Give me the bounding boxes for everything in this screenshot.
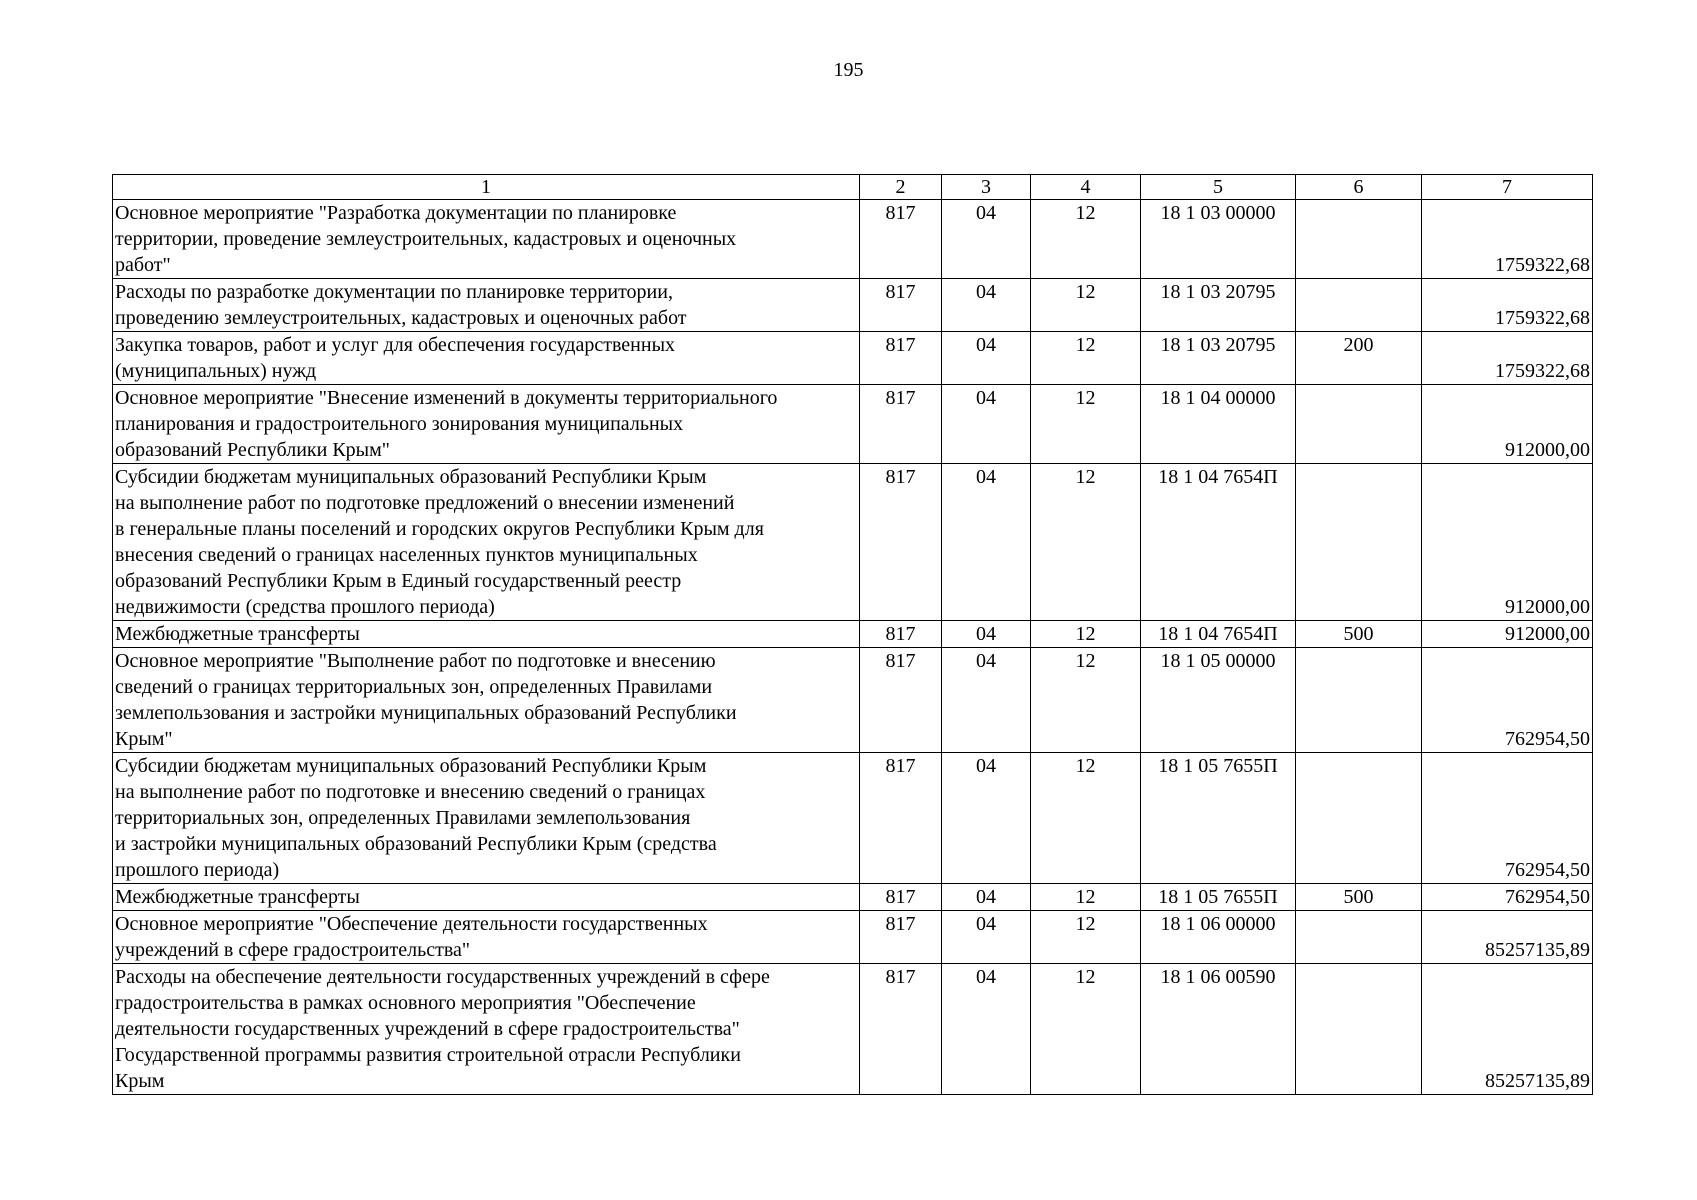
section-code-cell: 04 — [942, 279, 1031, 332]
ministry-code-cell: 817 — [860, 964, 942, 1095]
subsection-code-cell: 12 — [1031, 753, 1141, 884]
section-code-cell: 04 — [942, 332, 1031, 385]
section-code-cell: 04 — [942, 911, 1031, 964]
column-header: 5 — [1141, 175, 1296, 200]
table-row — [113, 385, 1593, 464]
section-code-cell: 04 — [942, 385, 1031, 464]
table-row — [113, 200, 1593, 279]
expense-type-cell: 500 — [1296, 621, 1422, 648]
target-item-cell: 18 1 03 00000 — [1141, 200, 1296, 279]
amount-cell: 1759322,68 — [1422, 200, 1593, 279]
ministry-code-cell: 817 — [860, 385, 942, 464]
row-name-cell: Межбюджетные трансферты — [113, 621, 860, 648]
target-item-cell: 18 1 06 00590 — [1141, 964, 1296, 1095]
expense-type-cell — [1296, 964, 1422, 1095]
section-code-cell: 04 — [942, 648, 1031, 753]
ministry-code-cell: 817 — [860, 884, 942, 911]
row-name-cell: Субсидии бюджетам муниципальных образований Республики Крым на выполнение работ по подготовке предложений о внесении изменений в генеральные планы поселений и городских округов Республики Крым для внесения сведений о границах населенных пунктов муниципальных образований Республики Крым в Единый государственный реестр недвижимости (средства прошлого периода) — [113, 464, 860, 621]
column-number-row — [113, 175, 1593, 200]
target-item-cell: 18 1 04 00000 — [1141, 385, 1296, 464]
row-name-cell: Расходы на обеспечение деятельности государственных учреждений в сфере градостроительства в рамках основного мероприятия "Обеспечение деятельности государственных учреждений в сфере градостроительства" Государственной программы развития строительной отрасли Республики Крым — [113, 964, 860, 1095]
column-header: 1 — [113, 175, 860, 200]
subsection-code-cell: 12 — [1031, 964, 1141, 1095]
subsection-code-cell: 12 — [1031, 200, 1141, 279]
amount-cell: 1759322,68 — [1422, 332, 1593, 385]
column-header: 4 — [1031, 175, 1141, 200]
subsection-code-cell: 12 — [1031, 621, 1141, 648]
column-header: 2 — [860, 175, 942, 200]
target-item-cell: 18 1 03 20795 — [1141, 279, 1296, 332]
table-row — [113, 621, 1593, 648]
subsection-code-cell: 12 — [1031, 332, 1141, 385]
amount-cell: 1759322,68 — [1422, 279, 1593, 332]
table-row — [113, 884, 1593, 911]
subsection-code-cell: 12 — [1031, 911, 1141, 964]
ministry-code-cell: 817 — [860, 464, 942, 621]
subsection-code-cell: 12 — [1031, 884, 1141, 911]
table-row — [113, 332, 1593, 385]
section-code-cell: 04 — [942, 884, 1031, 911]
section-code-cell: 04 — [942, 964, 1031, 1095]
table-row — [113, 279, 1593, 332]
row-name-cell: Межбюджетные трансферты — [113, 884, 860, 911]
amount-cell: 85257135,89 — [1422, 911, 1593, 964]
subsection-code-cell: 12 — [1031, 464, 1141, 621]
table-row — [113, 911, 1593, 964]
amount-cell: 762954,50 — [1422, 648, 1593, 753]
ministry-code-cell: 817 — [860, 621, 942, 648]
target-item-cell: 18 1 03 20795 — [1141, 332, 1296, 385]
expense-type-cell — [1296, 385, 1422, 464]
expense-type-cell — [1296, 200, 1422, 279]
table-row — [113, 648, 1593, 753]
row-name-cell: Субсидии бюджетам муниципальных образований Республики Крым на выполнение работ по подготовке и внесению сведений о границах территориальных зон, определенных Правилами землепользования и застройки муниципальных образований Республики Крым (средства прошлого периода) — [113, 753, 860, 884]
target-item-cell: 18 1 06 00000 — [1141, 911, 1296, 964]
ministry-code-cell: 817 — [860, 911, 942, 964]
expense-type-cell — [1296, 753, 1422, 884]
subsection-code-cell: 12 — [1031, 648, 1141, 753]
expense-type-cell — [1296, 279, 1422, 332]
table-row — [113, 753, 1593, 884]
ministry-code-cell: 817 — [860, 200, 942, 279]
section-code-cell: 04 — [942, 464, 1031, 621]
target-item-cell: 18 1 05 7655П — [1141, 753, 1296, 884]
amount-cell: 85257135,89 — [1422, 964, 1593, 1095]
ministry-code-cell: 817 — [860, 279, 942, 332]
target-item-cell: 18 1 05 7655П — [1141, 884, 1296, 911]
section-code-cell: 04 — [942, 753, 1031, 884]
amount-cell: 912000,00 — [1422, 621, 1593, 648]
column-header: 3 — [942, 175, 1031, 200]
target-item-cell: 18 1 04 7654П — [1141, 621, 1296, 648]
subsection-code-cell: 12 — [1031, 279, 1141, 332]
amount-cell: 912000,00 — [1422, 464, 1593, 621]
ministry-code-cell: 817 — [860, 648, 942, 753]
page-number: 195 — [833, 59, 864, 81]
target-item-cell: 18 1 05 00000 — [1141, 648, 1296, 753]
row-name-cell: Основное мероприятие "Разработка документации по планировке территории, проведение землеустроительных, кадастровых и оценочных работ" — [113, 200, 860, 279]
expense-type-cell — [1296, 464, 1422, 621]
amount-cell: 912000,00 — [1422, 385, 1593, 464]
expense-type-cell: 500 — [1296, 884, 1422, 911]
column-header: 7 — [1422, 175, 1593, 200]
expense-type-cell — [1296, 911, 1422, 964]
expense-type-cell: 200 — [1296, 332, 1422, 385]
row-name-cell: Основное мероприятие "Внесение изменений в документы территориального планирования и градостроительного зонирования муниципальных образований Республики Крым" — [113, 385, 860, 464]
row-name-cell: Основное мероприятие "Обеспечение деятельности государственных учреждений в сфере градостроительства" — [113, 911, 860, 964]
amount-cell: 762954,50 — [1422, 884, 1593, 911]
row-name-cell: Расходы по разработке документации по планировке территории, проведению землеустроительных, кадастровых и оценочных работ — [113, 279, 860, 332]
section-code-cell: 04 — [942, 200, 1031, 279]
table-row — [113, 464, 1593, 621]
row-name-cell: Основное мероприятие "Выполнение работ по подготовке и внесению сведений о границах территориальных зон, определенных Правилами землепользования и застройки муниципальных образований Республики Крым" — [113, 648, 860, 753]
column-header: 6 — [1296, 175, 1422, 200]
ministry-code-cell: 817 — [860, 332, 942, 385]
target-item-cell: 18 1 04 7654П — [1141, 464, 1296, 621]
expense-type-cell — [1296, 648, 1422, 753]
table-body — [113, 200, 1593, 1095]
section-code-cell: 04 — [942, 621, 1031, 648]
table-row — [113, 964, 1593, 1095]
budget-table — [112, 174, 1593, 1095]
row-name-cell: Закупка товаров, работ и услуг для обеспечения государственных (муниципальных) нужд — [113, 332, 860, 385]
ministry-code-cell: 817 — [860, 753, 942, 884]
amount-cell: 762954,50 — [1422, 753, 1593, 884]
subsection-code-cell: 12 — [1031, 385, 1141, 464]
